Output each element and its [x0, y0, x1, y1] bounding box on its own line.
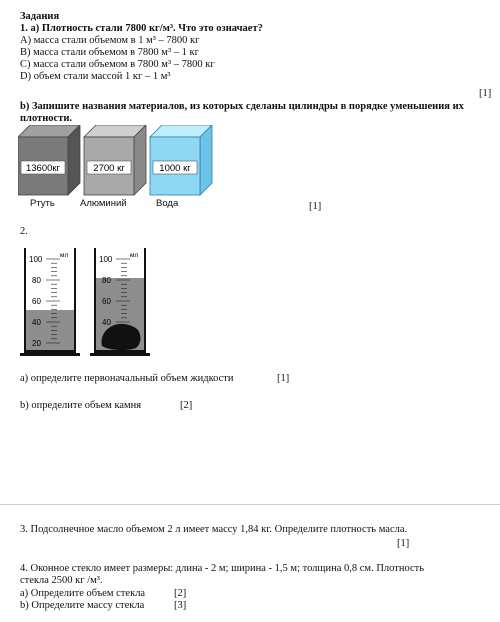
cylinder2-unit: мл	[130, 252, 139, 259]
cube-aluminium-label: Алюминий	[80, 198, 127, 209]
cylinder1-tick-60: 60	[32, 297, 41, 306]
material-cubes	[18, 125, 218, 197]
q1-option-c: C) масса стали объемом в 7800 м³ – 7800 кг	[20, 59, 215, 70]
q1-b-line1: b) Запишите названия материалов, из которых сделаны цилиндры в порядке уменьшения их	[20, 101, 464, 112]
cube-mercury-label: Ртуть	[30, 198, 55, 209]
cube-water-mass: 1000 кг	[159, 163, 191, 174]
q2-number: 2.	[20, 226, 28, 237]
q1-option-d: D) объем стали массой 1 кг – 1 м³	[20, 71, 171, 82]
graduated-cylinders	[20, 246, 160, 358]
q1-option-b: B) масса стали объемом в 7800 м³ – 1 кг	[20, 47, 199, 58]
cylinder2-tick-100: 100	[99, 255, 113, 264]
q1-b-line2: плотности.	[20, 113, 73, 124]
q1-option-a: A) масса стали объемом в 1 м³ – 7800 кг	[20, 35, 200, 46]
cylinder1-tick-100: 100	[29, 255, 43, 264]
cylinder1-tick-20: 20	[32, 339, 41, 348]
q3-points: [1]	[397, 538, 410, 549]
cube-aluminium	[84, 125, 146, 195]
q4-a-points: [2]	[174, 588, 187, 599]
q3-text: 3. Подсолнечное масло объемом 2 л имеет массу 1,84 кг. Определите плотность масла.	[20, 524, 408, 535]
cylinder2-tick-40: 40	[102, 318, 111, 327]
cube-mercury	[18, 125, 80, 195]
q4-b-text: b) Определите массу стекла	[20, 600, 145, 611]
cylinder1-tick-40: 40	[32, 318, 41, 327]
cube-water-label: Вода	[156, 198, 179, 209]
q4-line1: 4. Оконное стекло имеет размеры: длина - 2 м; ширина - 1,5 м; толщина 0,8 см. Плотность	[20, 563, 425, 574]
cube-water	[150, 125, 212, 195]
cube-aluminium-mass: 2700 кг	[93, 163, 125, 174]
page-title: Задания	[20, 11, 60, 22]
q2-a-text: а) определите первоначальный объем жидкости	[20, 373, 234, 384]
cylinder1-tick-80: 80	[32, 276, 41, 285]
q4-b-points: [3]	[174, 600, 187, 611]
cylinder2-tick-80: 80	[102, 276, 111, 285]
divider	[0, 504, 500, 505]
cylinder-initial	[20, 248, 80, 356]
q2-b-text: b) определите объем камня	[20, 400, 142, 411]
cylinder1-unit: мл	[60, 252, 69, 259]
cylinder2-tick-60: 60	[102, 297, 111, 306]
q4-line2: стекла 2500 кг /м³.	[20, 575, 103, 586]
q4-a-text: а) Определите объем стекла	[20, 588, 146, 599]
q1-a-stem: 1. a) Плотность стали 7800 кг/м³. Что это означает?	[20, 23, 263, 34]
cube-mercury-mass: 13600кг	[25, 163, 61, 174]
q1-a-points: [1]	[479, 88, 492, 99]
q2-a-points: [1]	[277, 373, 290, 384]
cylinder-with-stone	[90, 248, 150, 356]
q2-b-points: [2]	[180, 400, 193, 411]
q1-b-points: [1]	[309, 201, 322, 212]
